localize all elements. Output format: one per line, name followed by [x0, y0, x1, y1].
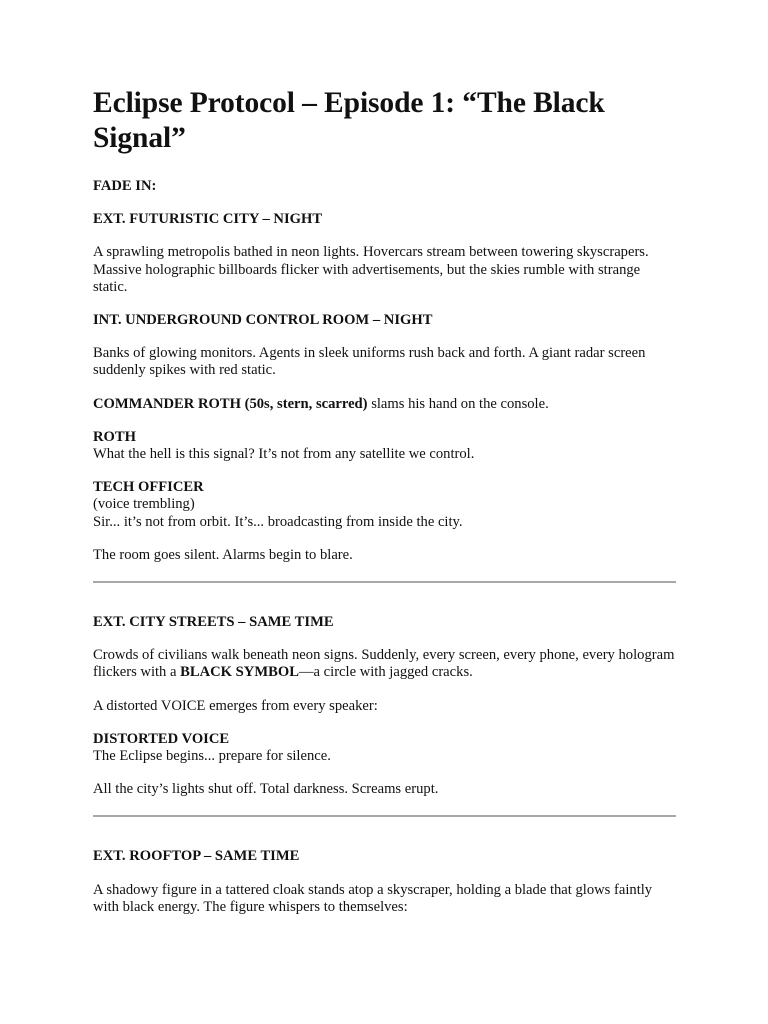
character-name-distorted-voice: DISTORTED VOICE [93, 730, 230, 747]
scene-action-3 [93, 647, 676, 681]
dialogue-roth: What the hell is this signal? It’s not from any satellite we control. [93, 446, 475, 463]
scene-action-4: A shadowy figure in a tattered cloak stands atop a skyscraper, holding a blade that glows faintly with black energy. The figure whispers to themselves: [93, 881, 653, 915]
scene-heading-1: EXT. FUTURISTIC CITY – NIGHT [93, 211, 323, 228]
fade-in: FADE IN: [93, 178, 157, 194]
black-symbol-text: BLACK SYMBOL [180, 664, 299, 681]
character-intro [93, 396, 676, 413]
scene-action-2: Banks of glowing monitors. Agents in sleek uniforms rush back and forth. A giant radar screen suddenly spikes with red static. [93, 345, 646, 379]
parenthetical-tech-officer: (voice trembling) [93, 496, 195, 513]
scene-divider-2 [93, 815, 676, 817]
character-name-roth: ROTH [93, 428, 136, 445]
character-intro-name: COMMANDER ROTH (50s, stern, scarred) [93, 395, 368, 412]
scene-heading-3: EXT. CITY STREETS – SAME TIME [93, 614, 334, 631]
scene-closing-2: The room goes silent. Alarms begin to blare. [93, 546, 353, 563]
scene-action-3-pre: Crowds of civilians walk beneath neon signs. Suddenly, every screen, every phone, every hologram flickers with a [93, 647, 675, 681]
dialogue-tech-officer: Sir... it’s not from orbit. It’s... broadcasting from inside the city. [93, 513, 463, 530]
scene-heading-4: EXT. ROOFTOP – SAME TIME [93, 848, 300, 865]
scene-action-3-post: —a circle with jagged cracks. [298, 664, 473, 681]
document-page [93, 86, 676, 916]
scene-action-1: A sprawling metropolis bathed in neon lights. Hovercars stream between towering skyscrapers. Massive holographic billboards flicker with advertisements, but the skies rumble with strange static. [93, 244, 649, 295]
scene-closing-3: All the city’s lights shut off. Total darkness. Screams erupt. [93, 781, 439, 798]
document-title: Eclipse Protocol – Episode 1: “The Black Signal” [93, 87, 605, 154]
scene-heading-2: INT. UNDERGROUND CONTROL ROOM – NIGHT [93, 312, 433, 329]
dialogue-distorted-voice: The Eclipse begins... prepare for silence. [93, 748, 331, 765]
character-name-tech-officer: TECH OFFICER [93, 479, 204, 496]
voice-intro: A distorted VOICE emerges from every speaker: [93, 697, 378, 714]
scene-divider-1 [93, 581, 676, 583]
character-intro-rest: slams his hand on the console. [367, 395, 549, 412]
